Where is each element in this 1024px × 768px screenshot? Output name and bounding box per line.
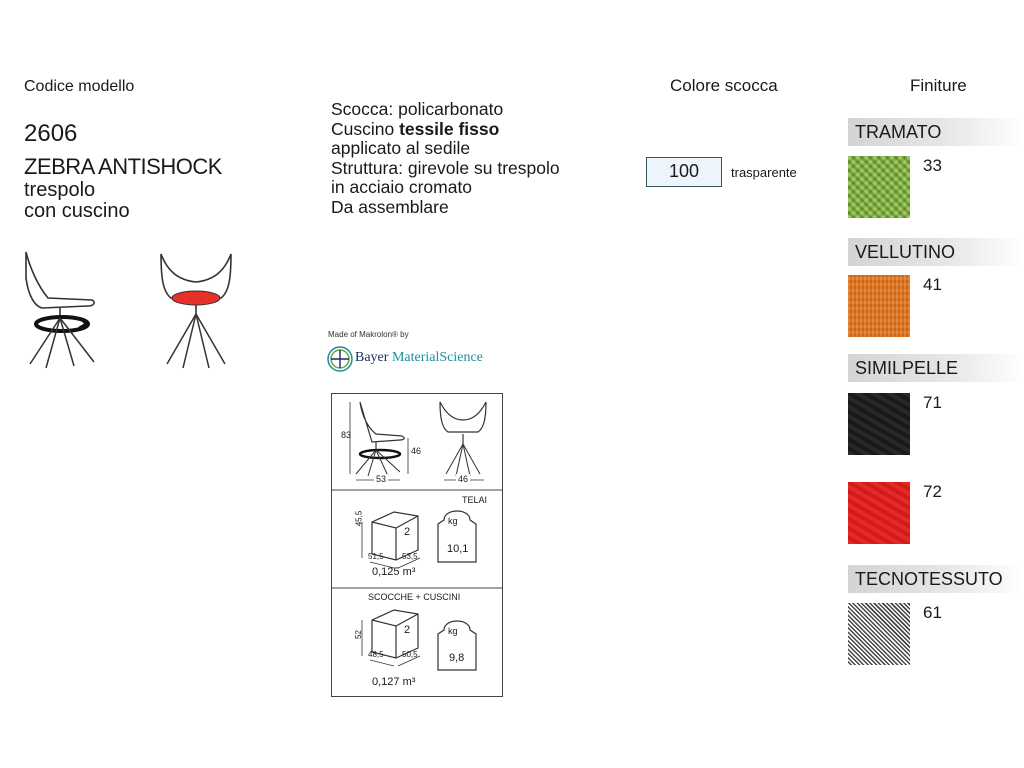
finishes-header: Finiture [910,76,967,95]
made-of-makrolon-text: Made of Makrolon® by [328,330,409,339]
spec-list [331,100,560,217]
package-weight-unit: kg [448,516,458,526]
finish-code-61: 61 [923,603,942,622]
shell-color-header: Colore scocca [670,76,778,95]
spec-line: in acciaio cromato [331,177,473,197]
model-code-label: Codice modello [24,78,135,95]
shell-color-code: 100 [646,157,722,187]
spec-line: Cuscino tessile fisso [331,118,500,139]
package-volume: 0,127 m³ [372,676,416,688]
model-subtitle-2: con cuscino [24,200,130,222]
dim-seat-height: 46 [411,446,422,456]
package-depth: 53,5 [402,552,418,561]
finish-code-71: 71 [923,393,942,412]
package-width: 48,5 [368,650,384,659]
bayer-cross-logo [327,345,353,373]
finish-group-similpelle: SIMILPELLE [848,354,1024,382]
package-volume: 0,125 m³ [372,566,416,578]
model-subtitle-1: trespolo [24,179,96,201]
package-qty: 2 [404,624,411,636]
finish-group-tramato: TRAMATO [848,118,1024,146]
dim-depth: 53 [376,474,387,484]
shell-color-label: trasparente [731,165,797,180]
package-qty: 2 [404,526,411,538]
finish-group-tecnotessuto: TECNOTESSUTO [848,565,1024,593]
chair-front-view-icon [155,248,237,372]
spec-line: Struttura: girevole su trespolo [331,157,560,178]
package-height: 45,5 [354,510,364,527]
dim-width: 46 [458,474,469,484]
finish-swatch-33 [848,156,910,218]
spec-line: Da assemblare [331,196,449,217]
package-depth: 50,5 [402,650,418,659]
model-code: 2606 [24,120,78,147]
finish-code-33: 33 [923,156,942,175]
model-name: ZEBRA ANTISHOCK [24,154,222,179]
chair-side-view-icon [20,248,102,372]
dimensions-packaging-box [331,393,503,697]
finish-code-72: 72 [923,482,942,501]
finish-swatch-71 [848,393,910,455]
spec-line: Scocca: policarbonato [331,99,504,119]
bayer-materialscience-logo: Bayer MaterialScience [355,350,483,365]
package-height: 52 [353,630,363,639]
package-title: SCOCCHE + CUSCINI [368,592,461,602]
spec-line: applicato al sedile [331,138,471,158]
finish-swatch-72 [848,482,910,544]
finish-swatch-61 [848,603,910,665]
package-title: TELAI [462,495,488,505]
finish-code-41: 41 [923,275,942,294]
dim-total-height: 83 [341,430,352,440]
package-width: 51,5 [368,552,384,561]
finish-swatch-41 [848,275,910,337]
package-weight: 9,8 [449,652,465,664]
finish-group-vellutino: VELLUTINO [848,238,1024,266]
package-weight-unit: kg [448,626,458,636]
package-weight: 10,1 [447,543,469,555]
